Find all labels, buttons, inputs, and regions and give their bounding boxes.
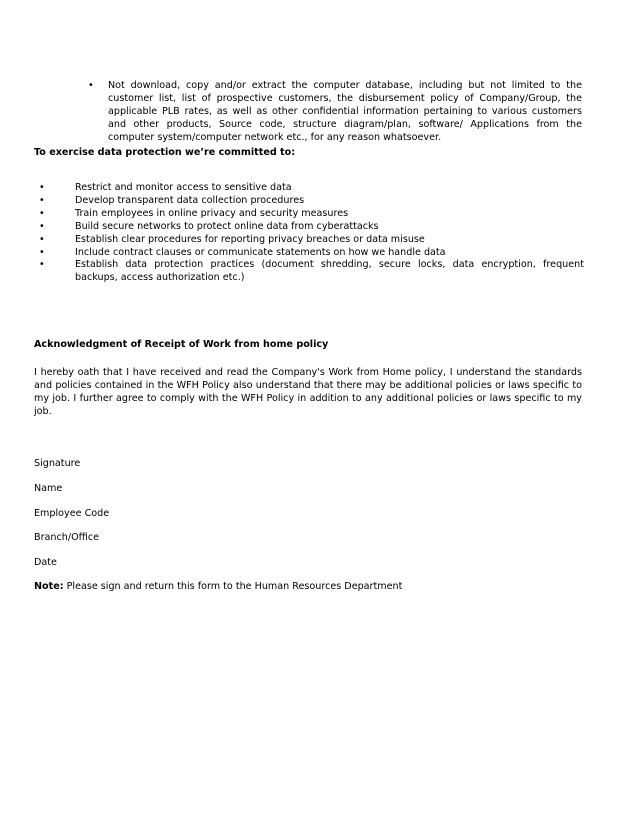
signature-label: Signature bbox=[34, 458, 81, 469]
list-item bbox=[34, 247, 584, 260]
bullet-icon: • bbox=[39, 246, 45, 258]
bullet-icon: • bbox=[39, 194, 45, 206]
list-item-text: Include contract clauses or communicate statements on how we handle data bbox=[75, 246, 446, 258]
bullet-icon: • bbox=[39, 233, 45, 245]
list-item bbox=[34, 195, 584, 208]
branch-office-label: Branch/Office bbox=[34, 532, 100, 543]
bullet-icon: • bbox=[39, 259, 45, 271]
list-item bbox=[34, 182, 584, 195]
list-item bbox=[88, 80, 582, 145]
list-item bbox=[34, 234, 584, 247]
acknowledgment-title: Acknowledgment of Receipt of Work from home policy bbox=[34, 339, 329, 350]
list-item-text: Establish clear procedures for reporting privacy breaches or data misuse bbox=[75, 233, 425, 245]
note-label: Note: bbox=[34, 581, 64, 592]
restriction-list bbox=[88, 80, 582, 145]
list-item bbox=[34, 221, 584, 234]
date-label: Date bbox=[34, 557, 57, 568]
data-protection-list bbox=[34, 182, 584, 285]
list-item bbox=[34, 259, 584, 285]
bullet-icon: • bbox=[39, 182, 45, 193]
name-label: Name bbox=[34, 483, 63, 494]
list-item-text: Build secure networks to protect online data from cyberattacks bbox=[75, 220, 379, 232]
bullet-icon: • bbox=[39, 220, 45, 232]
bullet-icon: • bbox=[88, 80, 94, 91]
list-item-text: Train employees in online privacy and security measures bbox=[75, 207, 349, 219]
list-item bbox=[34, 208, 584, 221]
list-item-text: Develop transparent data collection procedures bbox=[75, 194, 305, 206]
list-item-text: Establish data protection practices (document shredding, secure locks, data encryption, frequent backups, access authorization etc.) bbox=[75, 259, 584, 284]
note bbox=[34, 581, 402, 594]
note-text: Please sign and return this form to the Human Resources Department bbox=[63, 581, 403, 592]
list-item-text: Restrict and monitor access to sensitive data bbox=[75, 182, 292, 193]
employee-code-label: Employee Code bbox=[34, 508, 110, 519]
bullet-icon: • bbox=[39, 207, 45, 219]
acknowledgment-body: I hereby oath that I have received and read the Company's Work from Home policy, I understand the standards and policies contained in the WFH Policy also understand that there may be additional policies or laws specific to my job. I further agree to comply with the WFH Policy in addition to any additional policies or laws specific to my job. bbox=[34, 367, 582, 417]
section-heading: To exercise data protection we’re committed to: bbox=[34, 147, 296, 158]
restriction-text: Not download, copy and/or extract the computer database, including but not limited to the customer list, list of prospective customers, the disbursement policy of Company/Group, the applicable PLB rates, as well as other confidential information pertaining to various customers and other products, Source code, structure diagram/plan, software/ Applications from the computer system/computer network etc., for any reason whatsoever. bbox=[108, 80, 582, 143]
